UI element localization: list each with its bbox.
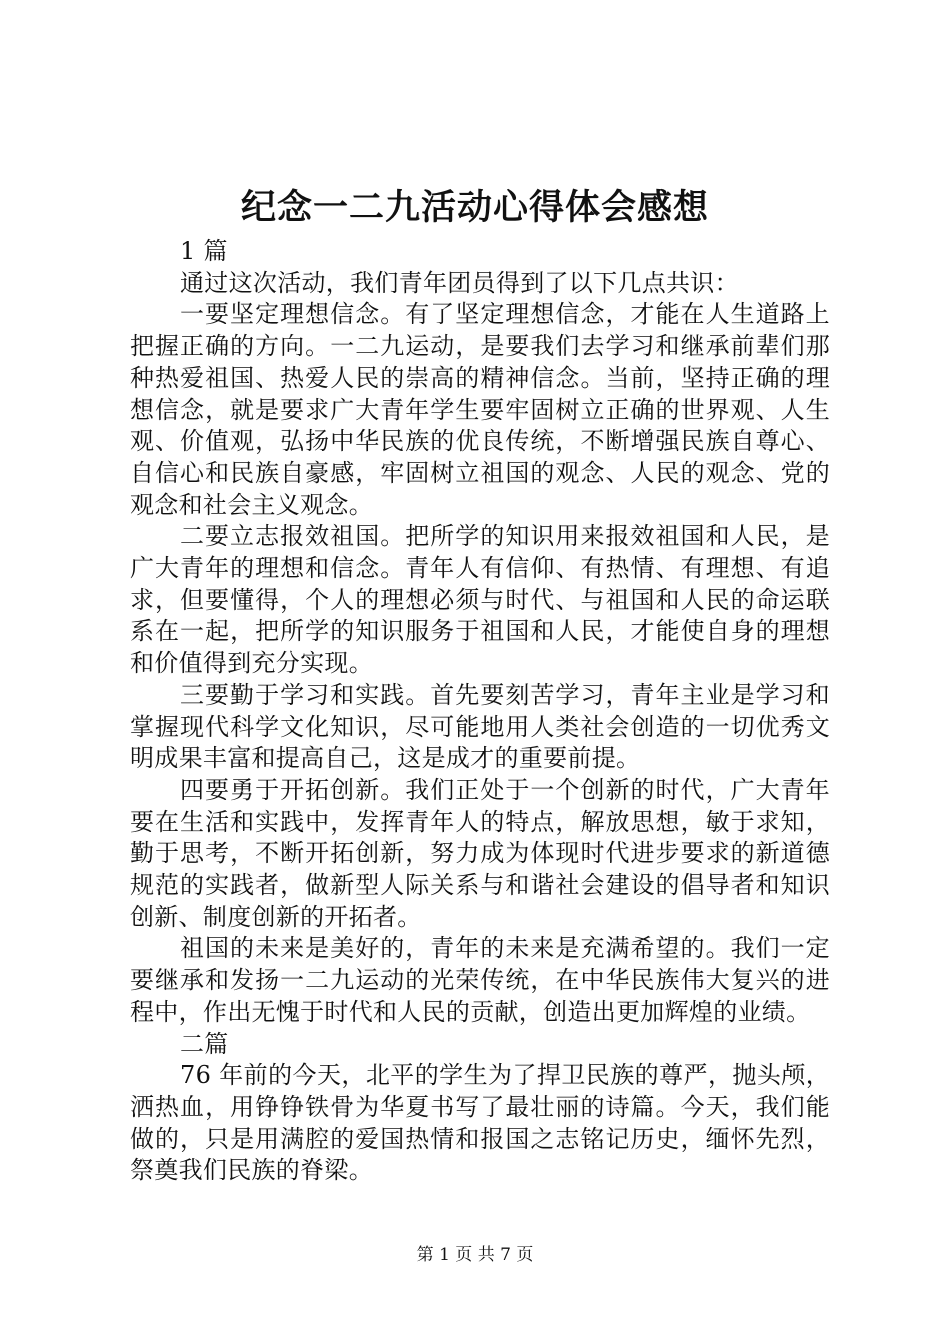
- paragraph-2: 二要立志报效祖国。把所学的知识用来报效祖国和人民，是广大青年的理想和信念。青年人有信仰、有热情、有理想、有追求，但要懂得，个人的理想必须与时代、与祖国和人民的命运联系在一起，把所学的知识服务于祖国和人民，才能使自身的理想和价值得到充分实现。: [130, 522, 830, 678]
- paragraph-intro: 通过这次活动，我们青年团员得到了以下几点共识：: [180, 268, 739, 297]
- paragraph-3: 三要勤于学习和实践。首先要刻苦学习，青年主业是学习和掌握现代科学文化知识，尽可能地用人类社会创造的一切优秀文明成果丰富和提高自己，这是成才的重要前提。: [130, 680, 830, 773]
- paragraph-4: 四要勇于开拓创新。我们正处于一个创新的时代，广大青年要在生活和实践中，发挥青年人的特点，解放思想，敏于求知，勤于思考，不断开拓创新，努力成为体现时代进步要求的新道德规范的实践者，做新型人际关系与和谐社会建设的倡导者和知识创新、制度创新的开拓者。: [130, 775, 830, 931]
- paragraph-1: 一要坚定理想信念。有了坚定理想信念，才能在人生道路上把握正确的方向。一二九运动，是要我们去学习和继承前辈们那种热爱祖国、热爱人民的崇高的精神信念。当前，坚持正确的理想信念，就是要求广大青年学生要牢固树立正确的世界观、人生观、价值观，弘扬中华民族的优良传统，不断增强民族自尊心、自信心和民族自豪感，牢固树立祖国的观念、人民的观念、党的观念和社会主义观念。: [130, 300, 830, 519]
- section-heading-2: 二篇: [180, 1029, 229, 1058]
- document-body: [130, 236, 830, 1187]
- section-heading-1: 1 篇: [180, 237, 228, 265]
- page-footer: 第 1 页 共 7 页: [416, 1245, 534, 1265]
- paragraph-5: 祖国的未来是美好的，青年的未来是充满希望的。我们一定要继承和发扬一二九运动的光荣传统，在中华民族伟大复兴的进程中，作出无愧于时代和人民的贡献，创造出更加辉煌的业绩。: [130, 934, 830, 1026]
- document-title: 纪念一二九活动心得体会感想: [240, 187, 709, 228]
- paragraph-6: 76 年前的今天，北平的学生为了捍卫民族的尊严，抛头颅，洒热血，用铮铮铁骨为华夏书写了最壮丽的诗篇。今天，我们能做的，只是用满腔的爱国热情和报国之志铭记历史，缅怀先烈，祭奠我们民族的脊梁。: [130, 1061, 830, 1185]
